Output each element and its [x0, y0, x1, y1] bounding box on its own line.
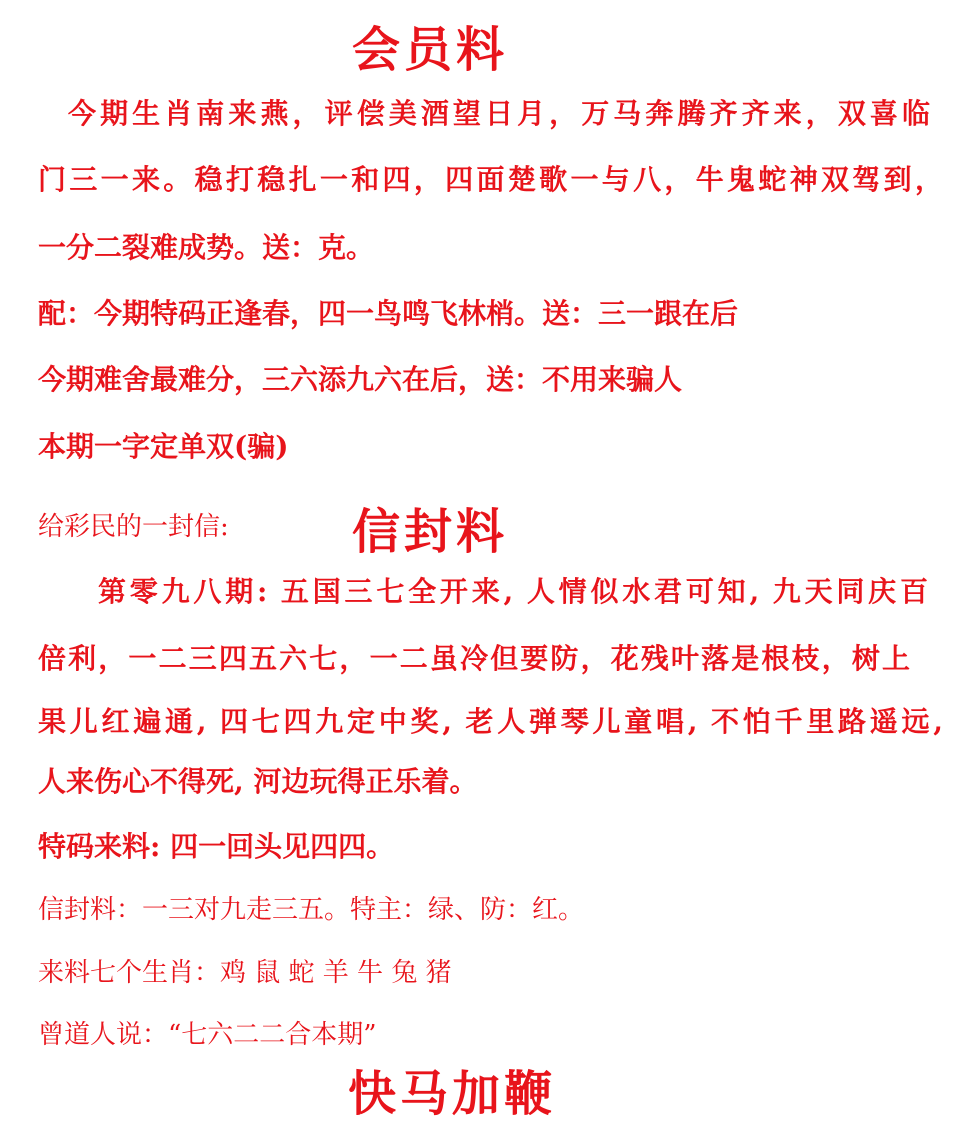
letter-special-code-line: 特码来料: 四一回头见四四。: [38, 830, 395, 863]
letter-envelope-line: 信封料：一三对九走三五。特主：绿、防：红。: [38, 895, 585, 925]
letter-poem-line-4: 人来伤心不得死, 河边玩得正乐着。: [38, 765, 478, 798]
member-poem-line-1: 今期生肖南来燕，评偿美酒望日月，万马奔腾齐齐来，双喜临: [68, 97, 930, 130]
member-match-line: 配：今期特码正逢春，四一鸟鸣飞林梢。送：三一跟在后: [38, 297, 739, 330]
member-poem-line-3: 一分二裂难成势。送：克。: [38, 231, 375, 264]
fast-horse-section-title: 快马加鞭: [348, 1066, 557, 1122]
letter-intro: 给彩民的一封信:: [38, 512, 229, 542]
letter-poem-line-2: 倍利，一二三四五六七，一二虽冷但要防，花残叶落是根枝，树上: [38, 642, 910, 675]
member-hard-line: 今期难舍最难分，三六添九六在后，送：不用来骗人: [38, 363, 683, 396]
letter-poem-line-3: 果儿红遍通, 四七四九定中奖, 老人弹琴儿童唱, 不怕千里路遥远,: [38, 705, 943, 738]
letter-section-title: 信封料: [352, 504, 509, 560]
member-section-title: 会员料: [352, 22, 509, 78]
letter-daoist-line: 曾道人说：“七六二二合本期”: [38, 1020, 377, 1050]
member-poem-line-2: 门三一来。稳打稳扎一和四，四面楚歌一与八，牛鬼蛇神双驾到，: [38, 163, 943, 196]
letter-zodiac-line: 来料七个生肖：鸡 鼠 蛇 羊 牛 兔 猪: [38, 958, 452, 988]
member-single-double-line: 本期一字定单双(骗): [38, 430, 289, 463]
letter-poem-line-1: 第零九八期: 五国三七全开来, 人情似水君可知, 九天同庆百: [98, 575, 928, 608]
